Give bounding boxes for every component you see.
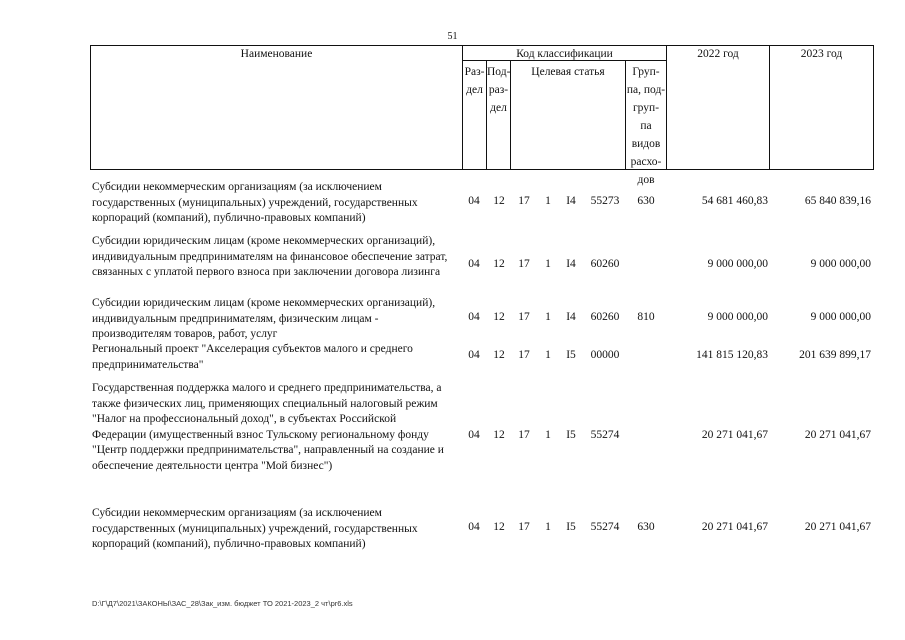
- row-target-article-4: 55273: [590, 195, 620, 207]
- page-number: 51: [447, 31, 458, 42]
- row-amount-2023: 65 840 839,16: [804, 195, 871, 207]
- row-name: Субсидии некоммерческим организациям (за исключением государственных (муниципальных) учреждений, государственных корпораций (компаний), публично-правовых компаний): [92, 181, 418, 224]
- row-expense-group: 810: [637, 311, 655, 323]
- file-path-footer: D:\Г\Д7\2021\ЗАКОНЫ\ЗАС_28\Зак_изм. бюджет ТО 2021-2023_2 чт\pr6.xls: [92, 599, 353, 608]
- row-target-article-4: 60260: [590, 258, 620, 270]
- row-target-article-4: 55274: [590, 429, 620, 441]
- row-amount-2022: 54 681 460,83: [701, 195, 768, 207]
- header-year-2023: [769, 45, 874, 170]
- row-amount-2023: 9 000 000,00: [810, 311, 871, 323]
- row-target-article-1: 17: [518, 429, 530, 441]
- row-target-article-3: I4: [566, 258, 576, 270]
- row-podrazdel: 12: [493, 349, 505, 361]
- header-expense-group-label: Груп- па, под- груп- па видов расхо- дов: [626, 66, 666, 186]
- row-podrazdel: 12: [493, 258, 505, 270]
- row-target-article-3: I5: [566, 521, 576, 533]
- row-amount-2022: 141 815 120,83: [696, 349, 768, 361]
- row-razdel: 04: [468, 195, 480, 207]
- row-name: Субсидии юридическим лицам (кроме некоммерческих организаций), индивидуальным предпринимателям, физическим лицам - производителям товаров, работ, услуг: [92, 297, 436, 340]
- header-name: [90, 45, 463, 170]
- row-target-article-3: I5: [566, 349, 576, 361]
- row-target-article-2: 1: [545, 311, 551, 323]
- row-target-article-4: 60260: [590, 311, 620, 323]
- header-razdel-label: Раз- дел: [464, 66, 485, 96]
- row-target-article-1: 17: [518, 521, 530, 533]
- row-razdel: 04: [468, 311, 480, 323]
- row-podrazdel: 12: [493, 429, 505, 441]
- row-razdel: 04: [468, 521, 480, 533]
- row-name: Субсидии некоммерческим организациям (за исключением государственных (муниципальных) учреждений, государственных корпораций (компаний), публично-правовых компаний): [92, 507, 418, 550]
- row-amount-2023: 20 271 041,67: [804, 521, 871, 533]
- row-amount-2023: 9 000 000,00: [810, 258, 871, 270]
- row-target-article-2: 1: [545, 349, 551, 361]
- row-name: Государственная поддержка малого и среднего предпринимательства, а также физических лиц, применяющих специальный налоговый режим "Налог на профессиональный доход", в субъектах Российской Федерации (имущественный взнос Тульскому региональному фонду "Центр поддержки предпринимательства", направленный на создание и обеспечение деятельности центра "Мой бизнес"): [92, 382, 444, 472]
- header-year-2023-label: 2023 год: [800, 48, 843, 60]
- row-target-article-3: I5: [566, 429, 576, 441]
- row-podrazdel: 12: [493, 195, 505, 207]
- row-name: Региональный проект "Акселерация субъектов малого и среднего предпринимательства": [92, 343, 413, 371]
- row-target-article-2: 1: [545, 258, 551, 270]
- row-amount-2023: 20 271 041,67: [804, 429, 871, 441]
- header-year-2022: [666, 45, 770, 170]
- row-target-article-2: 1: [545, 521, 551, 533]
- row-target-article-1: 17: [518, 195, 530, 207]
- row-target-article-1: 17: [518, 258, 530, 270]
- header-target-article-label: Целевая статья: [531, 66, 605, 78]
- row-name: Субсидии юридическим лицам (кроме некоммерческих организаций), индивидуальным предпринимателям на финансовое обеспечение затрат, связанных с уплатой первого взноса при заключении договора лизинга: [92, 235, 448, 278]
- row-target-article-3: I4: [566, 195, 576, 207]
- row-amount-2022: 9 000 000,00: [707, 311, 768, 323]
- header-classification-code: Код классификации: [462, 45, 667, 61]
- row-target-article-4: 00000: [590, 349, 620, 361]
- row-target-article-2: 1: [545, 429, 551, 441]
- row-amount-2023: 201 639 899,17: [799, 349, 871, 361]
- header-year-2022-label: 2022 год: [697, 48, 739, 60]
- row-target-article-2: 1: [545, 195, 551, 207]
- header-podrazdel: [486, 60, 511, 170]
- row-target-article-1: 17: [518, 311, 530, 323]
- header-name-label: Наименование: [240, 48, 313, 60]
- row-target-article-1: 17: [518, 349, 530, 361]
- row-target-article-3: I4: [566, 311, 576, 323]
- row-amount-2022: 20 271 041,67: [701, 429, 768, 441]
- header-podrazdel-label: Под- раз- дел: [487, 66, 511, 114]
- row-expense-group: 630: [637, 521, 655, 533]
- header-expense-group: [625, 60, 667, 186]
- row-razdel: 04: [468, 349, 480, 361]
- row-amount-2022: 9 000 000,00: [707, 258, 768, 270]
- row-razdel: 04: [468, 258, 480, 270]
- row-podrazdel: 12: [493, 311, 505, 323]
- header-razdel: [462, 60, 487, 170]
- row-podrazdel: 12: [493, 521, 505, 533]
- row-expense-group: 630: [637, 195, 655, 207]
- header-target-article: [510, 60, 626, 170]
- row-target-article-4: 55274: [590, 521, 620, 533]
- row-razdel: 04: [468, 429, 480, 441]
- row-amount-2022: 20 271 041,67: [701, 521, 768, 533]
